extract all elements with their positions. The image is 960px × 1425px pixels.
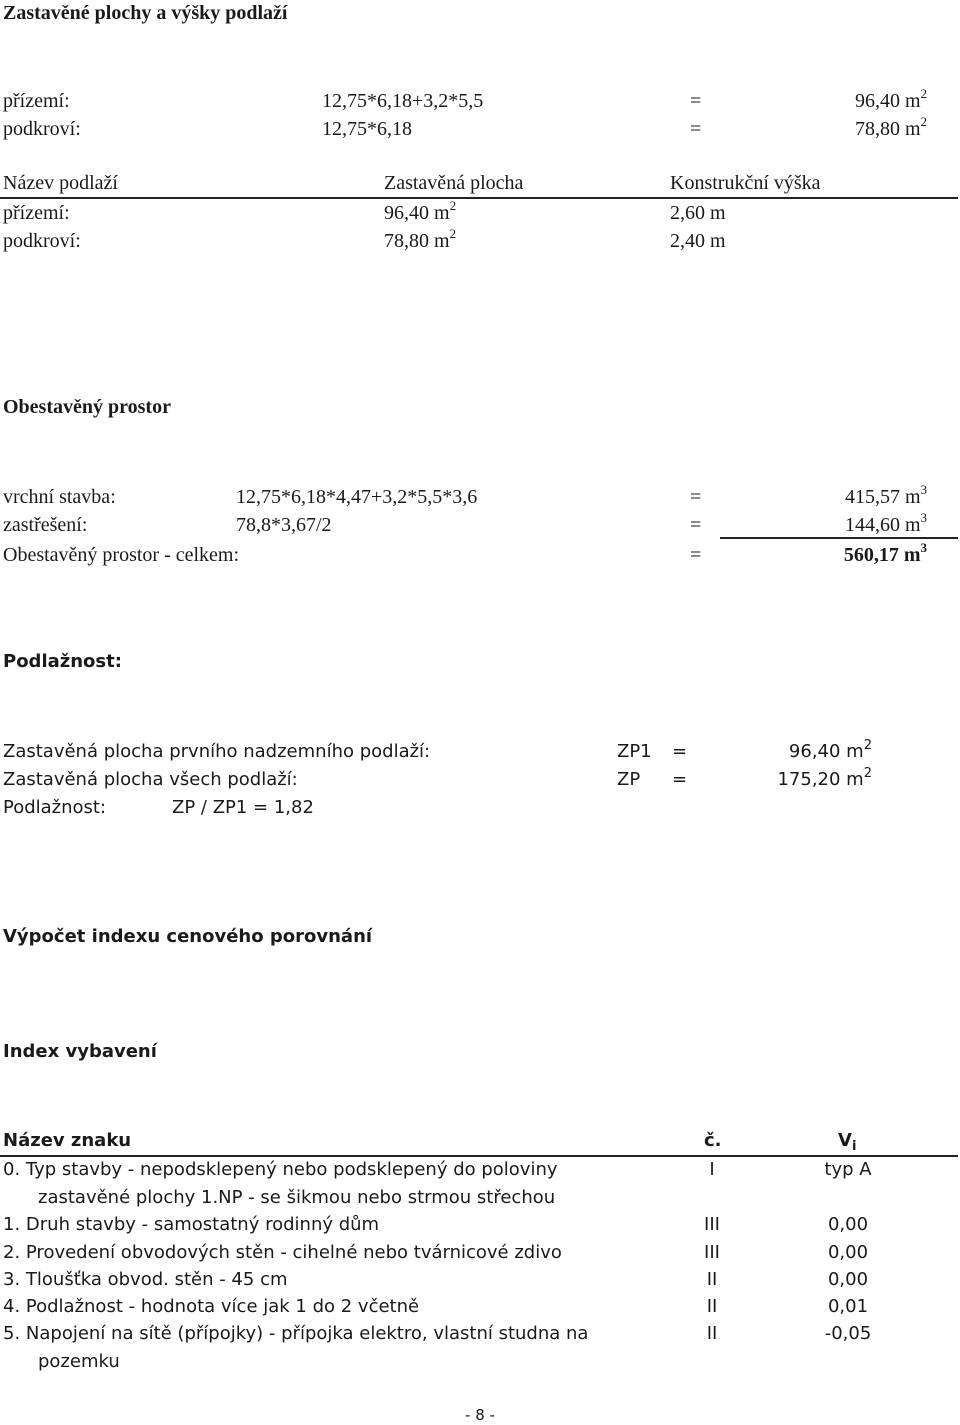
- floor-name: podkroví:: [3, 230, 81, 252]
- ratio-code: ZP1: [617, 741, 652, 762]
- equals-sign: =: [690, 118, 702, 140]
- page-number: - 8 -: [465, 1406, 495, 1424]
- column-header: Název podlaží: [3, 172, 118, 194]
- equals-sign: =: [672, 769, 688, 790]
- row-text-continued: zastavěné plochy 1.NP - se šikmou nebo strmou střechou: [38, 1187, 556, 1208]
- row-number: II: [706, 1296, 718, 1317]
- section-heading: Podlažnost:: [3, 651, 122, 672]
- ratio-result-formula: ZP / ZP1 = 1,82: [172, 797, 314, 818]
- row-text: 1. Druh stavby - samostatný rodinný dům: [3, 1214, 380, 1235]
- row-value: 0,00: [827, 1242, 869, 1263]
- section-heading: Index vybavení: [3, 1041, 157, 1062]
- volume-value: 144,60 $m^3$: [844, 510, 927, 536]
- row-value: typ A: [824, 1159, 872, 1180]
- row-value: 0,00: [827, 1214, 869, 1235]
- row-text: 5. Napojení na sítě (přípojky) - přípojka elektro, vlastní studna na: [3, 1323, 589, 1344]
- floor-height: 2,60 m: [670, 202, 726, 224]
- floor-area: 96,40 $m^2$: [384, 198, 457, 224]
- area-value: 96,40 $m^2$: [854, 86, 927, 112]
- floor-area: 78,80 $m^2$: [384, 226, 457, 252]
- row-value: -0,05: [824, 1323, 872, 1344]
- row-value: 0,01: [827, 1296, 869, 1317]
- section-heading: Výpočet indexu cenového porovnání: [3, 926, 373, 947]
- equals-sign: =: [690, 514, 702, 536]
- ratio-label: Zastavěná plocha všech podlaží:: [3, 769, 298, 790]
- floor-name: přízemí:: [3, 202, 70, 224]
- equals-sign: =: [690, 544, 702, 566]
- row-text-continued: pozemku: [38, 1351, 120, 1372]
- area-formula: 12,75*6,18: [322, 118, 412, 140]
- area-formula: 12,75*6,18+3,2*5,5: [322, 90, 484, 112]
- column-header: Zastavěná plocha: [384, 172, 524, 194]
- equals-sign: =: [690, 486, 702, 508]
- row-text: 4. Podlažnost - hodnota více jak 1 do 2 včetně: [3, 1296, 420, 1317]
- page-title: Zastavěné plochy a výšky podlaží: [3, 2, 288, 24]
- ratio-result-label: Podlažnost:: [3, 797, 107, 818]
- volume-formula: 12,75*6,18*4,47+3,2*5,5*3,6: [236, 486, 478, 508]
- floor-height: 2,40 m: [670, 230, 726, 252]
- column-header: Název znaku: [3, 1130, 132, 1151]
- equals-sign: =: [690, 90, 702, 112]
- area-label: přízemí:: [3, 90, 70, 112]
- column-header: Konstrukční výška: [670, 172, 821, 194]
- section-heading: Obestavěný prostor: [3, 396, 171, 418]
- volume-label: vrchní stavba:: [3, 486, 116, 508]
- volume-total-label: Obestavěný prostor - celkem:: [3, 544, 240, 566]
- volume-label: zastřešení:: [3, 514, 88, 536]
- row-text: 2. Provedení obvodových stěn - cihelné nebo tvárnicové zdivo: [3, 1242, 562, 1263]
- row-text: 3. Tloušťka obvod. stěn - 45 cm: [3, 1269, 288, 1290]
- volume-total-value: 560,17 $m^3$: [843, 540, 927, 566]
- row-number: II: [706, 1323, 718, 1344]
- ratio-label: Zastavěná plocha prvního nadzemního podlaží:: [3, 741, 431, 762]
- row-number: III: [704, 1242, 720, 1263]
- header-divider: [0, 197, 958, 199]
- ratio-value: 96,40 $m^2$: [788, 738, 872, 762]
- equals-sign: =: [672, 741, 688, 762]
- ratio-value: 175,20 $m^2$: [777, 766, 872, 790]
- row-number: II: [706, 1269, 718, 1290]
- volume-formula: 78,8*3,67/2: [236, 514, 332, 536]
- row-text: 0. Typ stavby - nepodsklepený nebo podsklepený do poloviny: [3, 1159, 558, 1180]
- area-label: podkroví:: [3, 118, 81, 140]
- ratio-code: ZP: [617, 769, 641, 790]
- sum-divider: [720, 537, 958, 539]
- volume-value: 415,57 $m^3$: [844, 482, 927, 508]
- row-number: III: [704, 1214, 720, 1235]
- column-header: č.: [704, 1130, 722, 1151]
- column-header: $V_i$: [838, 1130, 857, 1154]
- row-number: I: [709, 1159, 715, 1180]
- row-value: 0,00: [827, 1269, 869, 1290]
- area-value: 78,80 $m^2$: [854, 114, 927, 140]
- header-divider: [0, 1155, 958, 1157]
